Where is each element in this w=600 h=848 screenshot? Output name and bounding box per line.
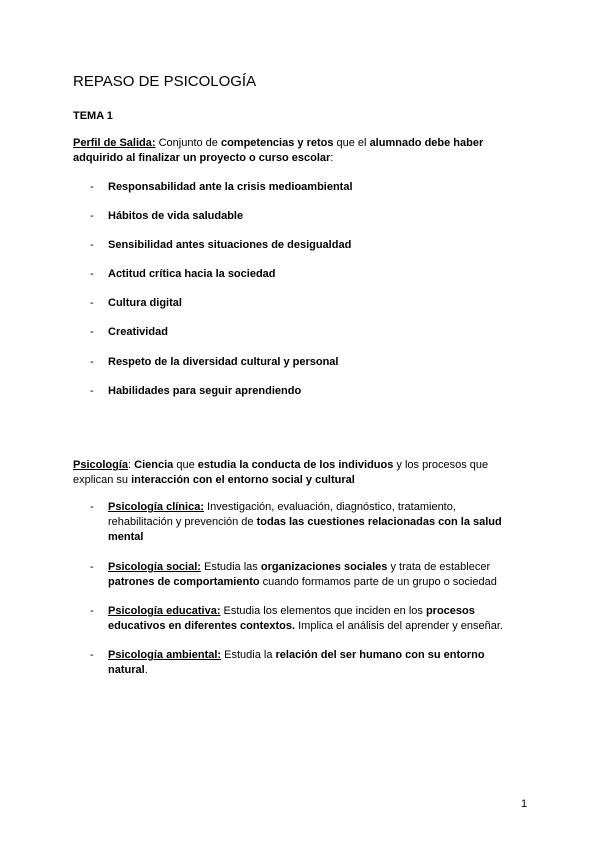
document-page: REPASO DE PSICOLOGÍA TEMA 1 Perfil de Salida: Conjunto de competencias y retos que el alumnado debe haber adquirido al finalizar un proyecto o curso escolar: - Responsabilidad ante la crisis medioambiental - Hábitos de vida saludable - Sensibilidad antes situaciones de desigualdad - Actitud crítica hacia la sociedad - Cultura digital - Creatividad - Respeto de la diversidad cultural y personal - Habilidades para seguir aprendiendo Psicología: Ciencia que estudia la conducta de los individuos y los procesos que explican su interacción con el entorno social y cultural - Psicología clínica: Investigación, evaluación, diagnóstico, tratamiento, rehabilitación y prevención de todas las cuestiones relacionadas con la salud mental - Psicología social: Estudia las organizaciones sociales y trata de establecer patrones de comportamiento cuando formamos parte de un grupo o sociedad - Psicología educativa: Estudia los elementos que inciden en los procesos educativos en diferentes contextos. Implica el análisis del aprender y enseñar. - Psicología ambiental: Estudia la relación del ser humano con su entorno natural. 1	[73, 73, 528, 810]
perfil-definition: Perfil de Salida: Conjunto de competencias y retos que el alumnado debe haber adquirido al finalizar un proyecto o curso escolar:	[73, 137, 484, 164]
rama-ambiental: - Psicología ambiental: Estudia la relación del ser humano con su entorno natural.	[90, 649, 485, 676]
page-number: 1	[521, 798, 528, 810]
page-title: REPASO DE PSICOLOGÍA	[73, 73, 257, 90]
rama-educativa: - Psicología educativa: Estudia los elementos que inciden en los procesos educativos en diferentes contextos. Implica el análisis del aprender y enseñar.	[90, 605, 503, 632]
section-heading: TEMA 1	[73, 110, 113, 122]
perfil-term: Perfil de Salida:	[73, 137, 156, 149]
rama-clinica: - Psicología clínica: Investigación, evaluación, diagnóstico, tratamiento, rehabilitación y prevención de todas las cuestiones relacionadas con la salud mental	[90, 501, 502, 543]
psicologia-definition: Psicología: Ciencia que estudia la conducta de los individuos y los procesos que explican su interacción con el entorno social y cultural	[73, 459, 489, 486]
rama-social: - Psicología social: Estudia las organizaciones sociales y trata de establecer patrones de comportamiento cuando formamos parte de un grupo o sociedad	[90, 561, 497, 588]
psicologia-term: Psicología	[73, 459, 129, 471]
